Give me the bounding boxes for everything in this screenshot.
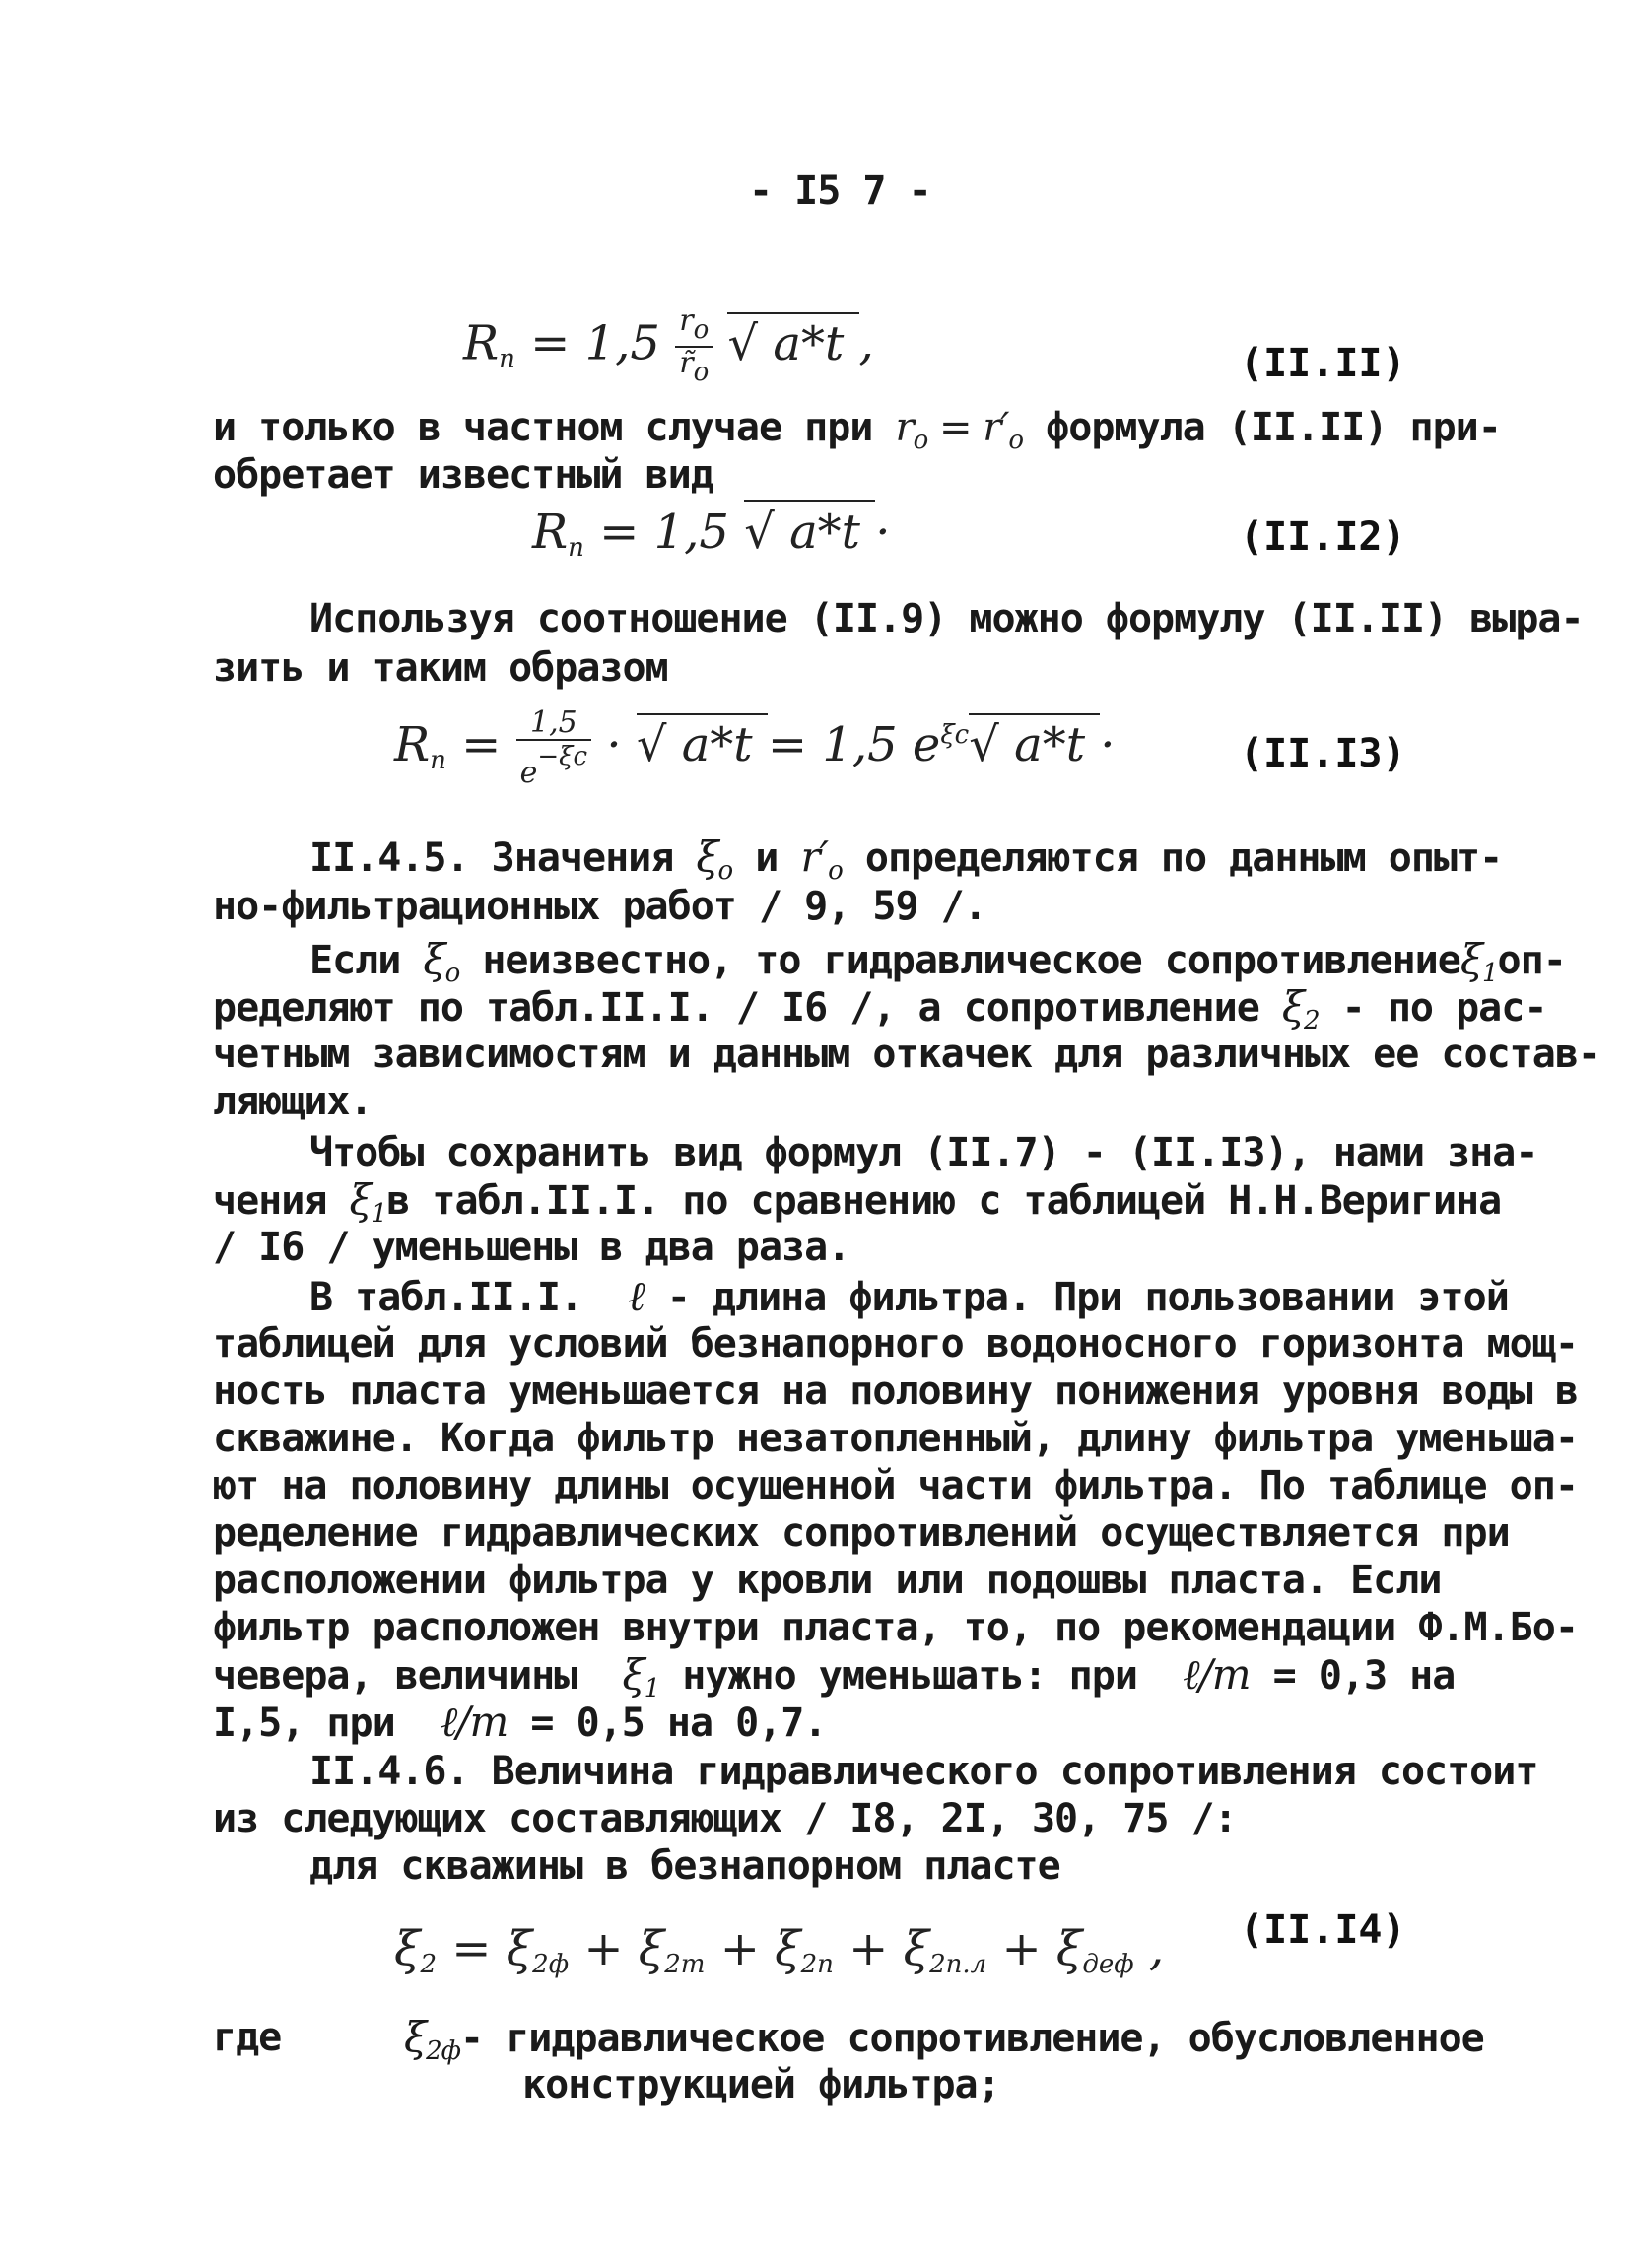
- text-line: где: [213, 2015, 282, 2060]
- text-line: чевера, величины $\xi_1$ нужно уменьшать: при ℓ/m = 0,3 на: [213, 1650, 1456, 1703]
- equation-number: (II.I4): [1240, 1907, 1406, 1953]
- formula-ii-11: $R_п = 1,5$ $\frac{ro}{r̃o}$ √ a*t ,: [463, 303, 874, 387]
- page-number: - I5 7 -: [749, 168, 931, 214]
- equation-number: (II.I3): [1240, 731, 1406, 776]
- text-line: скважине. Когда фильтр незатопленный, длину фильтра уменьша-: [213, 1416, 1578, 1461]
- text-line: расположении фильтра у кровли или подошвы пласта. Если: [213, 1558, 1442, 1603]
- text-line: четным зависимостям и данным откачек для различных ее состав-: [213, 1032, 1601, 1077]
- text-line: $\xi_{2ф}-$ гидравлическое сопротивление, обусловленное: [404, 2013, 1484, 2066]
- text-line: В табл.II.I. ℓ - длина фильтра. При пользовании этой: [309, 1272, 1509, 1320]
- text-line: таблицей для условий безнапорного водоносного горизонта мощ-: [213, 1321, 1578, 1367]
- equation-number: (II.I2): [1240, 514, 1406, 560]
- text-line: ность пласта уменьшается на половину понижения уровня воды в: [213, 1368, 1578, 1414]
- text-line: ределение гидравлических сопротивлений осуществляется при: [213, 1510, 1510, 1556]
- text-line: и только в частном случае при $r_o = r'_o$ формула (II.II) при-: [213, 405, 1501, 455]
- text-line: II.4.6. Величина гидравлического сопротивления состоит: [309, 1749, 1538, 1794]
- text-line: конструкцией фильтра;: [522, 2062, 1000, 2107]
- equation-number: (II.II): [1240, 341, 1406, 386]
- text-line: чения $\xi_1в$ табл.II.I. по сравнению с таблицей Н.Н.Веригина: [213, 1175, 1502, 1229]
- text-line: I,5, при ℓ/m = 0,5 на 0,7.: [213, 1698, 827, 1746]
- text-line: ляющих.: [213, 1079, 373, 1124]
- text-line: Используя соотношение (II.9) можно формулу (II.II) выра-: [309, 596, 1584, 641]
- formula-ii-14: $\xi_2 = \xi_{2ф} + \xi_{2т} + \xi_{2п} + \xi_{2п.л} + \xi_{деф}$ ,: [394, 1921, 1165, 1979]
- formula-ii-13: $R_п$ = $\frac{1,5}{e-\xi c}$ · √ a*t = 1,5 $e^{\xi c}√$ a*t ·: [394, 705, 1116, 790]
- text-line: обретает известный вид: [213, 452, 713, 498]
- text-line: из следующих составляющих / I8, 2I, 30, 75 /:: [213, 1796, 1237, 1841]
- text-line: ределяют по табл.II.I. / I6 /, а сопротивление $\xi_2$ - по рас-: [213, 982, 1547, 1035]
- text-line: но-фильтрационных работ / 9, 59 /.: [213, 884, 986, 929]
- text-line: зить и таким образом: [213, 645, 668, 691]
- text-line: / I6 / уменьшены в два раза.: [213, 1225, 850, 1270]
- text-line: Если $\xi_o$ неизвестно, то гидравлическое сопротивлениеξ$_1$оп-: [309, 935, 1566, 988]
- text-line: для скважины в безнапорном пласте: [309, 1843, 1060, 1889]
- text-line: Чтобы сохранить вид формул (II.7) - (II.I3), нами зна-: [309, 1130, 1538, 1175]
- formula-ii-12: $R_п = 1,5$ √ a*t ·: [532, 504, 891, 563]
- text-line: фильтр расположен внутри пласта, то, по рекомендации Ф.М.Бо-: [213, 1605, 1578, 1650]
- text-line: II.4.5. Значения $\xi_o$ и $r'_o$ определяются по данным опыт-: [309, 833, 1503, 886]
- text-line: ют на половину длины осушенной части фильтра. По таблице оп-: [213, 1463, 1578, 1508]
